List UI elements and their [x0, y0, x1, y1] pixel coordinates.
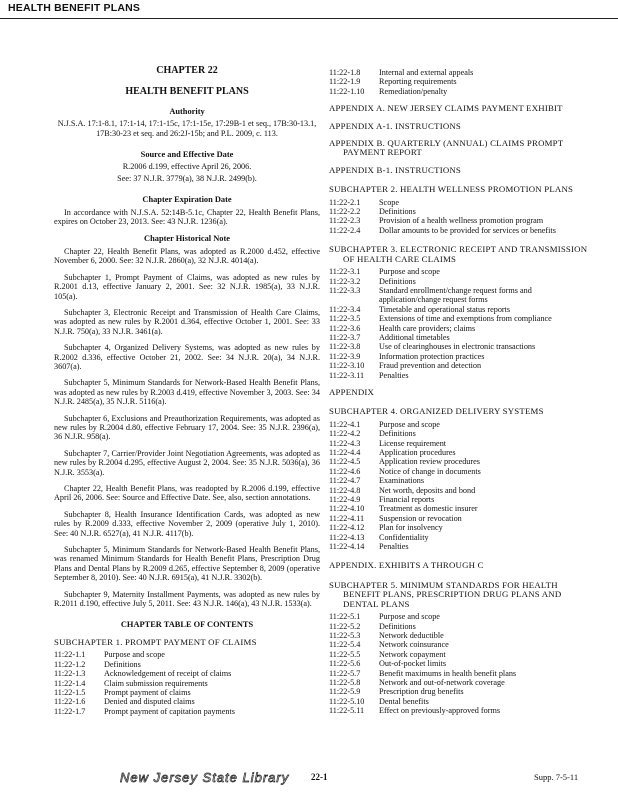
- section-title: Definitions: [379, 621, 416, 631]
- section-title: Definitions: [379, 207, 416, 217]
- toc-entry[interactable]: [329, 542, 591, 551]
- history-paragraph: Subchapter 3, Electronic Receipt and Transmission of Health Care Claims, was adopted as new rules by R.2001 d.364, effective October 1, 2001. See: 33 N.J.R. 750(a), 33 N.J.R. 3461(a).: [54, 307, 320, 336]
- subchapter-1-list-b: [329, 68, 591, 96]
- section-number: 11:22-1.8: [329, 68, 361, 77]
- subchapter-5-list: [329, 612, 591, 715]
- right-column: [329, 68, 591, 716]
- section-title: Internal and external appeals: [379, 68, 474, 77]
- history-notes: [54, 247, 320, 609]
- section-title: Health care providers; claims: [379, 323, 476, 333]
- toc-entry[interactable]: [329, 198, 591, 207]
- toc-entry[interactable]: [54, 688, 320, 697]
- appendix-b-1[interactable]: APPENDIX B-1. INSTRUCTIONS: [329, 164, 462, 175]
- toc-entry[interactable]: [54, 660, 320, 669]
- history-paragraph: Subchapter 8, Health Insurance Identification Cards, was adopted as new rules by R.2009 d.333, effective November 2, 2009 (operative July 1, 2010). See: 40 N.J.R. 6527(a), 41 N.J.R. 4117(b).: [54, 509, 320, 538]
- subchapter-3-heading: SUBCHAPTER 3. ELECTRONIC RECEIPT AND TRANSMISSION OF HEALTH CARE CLAIMS: [329, 244, 588, 264]
- toc-entry[interactable]: [329, 659, 591, 668]
- toc-entry[interactable]: [329, 706, 591, 715]
- toc-entry[interactable]: [54, 650, 320, 659]
- section-title: Definitions: [104, 659, 141, 669]
- section-title: Benefit maximums in health benefit plans: [379, 668, 517, 678]
- section-number: 11:22-4.8: [329, 485, 361, 495]
- toc-entry[interactable]: [329, 68, 591, 77]
- section-number: 11:22-5.1: [329, 612, 361, 622]
- section-number: 11:22-4.9: [329, 495, 361, 505]
- section-number: 11:22-5.11: [329, 706, 365, 716]
- toc-entry[interactable]: [329, 429, 591, 438]
- section-title: Prompt payment of claims: [104, 687, 191, 697]
- toc-entry[interactable]: [329, 631, 591, 640]
- section-title: Acknowledgement of receipt of claims: [104, 669, 232, 679]
- subchapter-3-list: [329, 267, 591, 380]
- section-title: Effect on previously-approved forms: [379, 706, 501, 716]
- section-number: 11:22-3.11: [329, 370, 365, 380]
- section-title: Additional timetables: [379, 332, 450, 342]
- section-title: Provision of a health wellness promotion program: [379, 216, 544, 226]
- section-title: Confidentiality: [379, 532, 429, 542]
- section-title: Denied and disputed claims: [104, 697, 195, 707]
- toc-entry[interactable]: [54, 669, 320, 678]
- section-title: Out-of-pocket limits: [379, 659, 447, 669]
- header-rule: [0, 18, 618, 19]
- section-number: 11:22-3.2: [329, 276, 361, 286]
- appendix-b[interactable]: APPENDIX B. QUARTERLY (ANNUAL) CLAIMS PROMPT PAYMENT REPORT: [329, 138, 564, 158]
- toc-entry[interactable]: [329, 533, 591, 542]
- running-head: HEALTH BENEFIT PLANS: [8, 2, 141, 14]
- section-title: Information protection practices: [379, 351, 485, 361]
- chapter-number: CHAPTER 22: [156, 65, 218, 76]
- toc-entry[interactable]: [329, 371, 591, 380]
- section-number: 11:22-4.5: [329, 457, 361, 467]
- toc-entry[interactable]: [329, 467, 591, 476]
- section-number: 11:22-5.7: [329, 668, 361, 678]
- section-number: 11:22-2.3: [329, 216, 361, 226]
- section-number: 11:22-4.14: [329, 542, 365, 552]
- subchapter-3-appendix[interactable]: APPENDIX: [329, 386, 375, 397]
- section-number: 11:22-1.10: [329, 86, 365, 96]
- toc-entry[interactable]: [329, 476, 591, 485]
- section-number: 11:22-5.5: [329, 649, 361, 659]
- section-title: Net worth, deposits and bond: [379, 485, 476, 495]
- page-number: 22-1: [311, 772, 328, 782]
- history-paragraph: Chapter 22, Health Benefit Plans, was adopted as R.2000 d.452, effective November 6, 2000. See: 32 N.J.R. 2860(a), 32 N.J.R. 4014(a).: [54, 246, 320, 266]
- history-paragraph: Subchapter 5, Minimum Standards for Network-Based Health Benefit Plans, was adopted as new rules by R.2003 d.419, effective November 3, 2003. See: 34 N.J.R. 2485(a), 35 N.J.R. 5116(a).: [54, 378, 320, 407]
- toc-entry[interactable]: [329, 669, 591, 678]
- toc-entry[interactable]: [329, 361, 591, 370]
- history-paragraph: Subchapter 6, Exclusions and Preauthorization Requirements, was adopted as new rules by R.2004 d.80, effective February 17, 2004. See: 35 N.J.R. 2396(a), 36 N.J.R. 958(a).: [54, 413, 320, 442]
- toc-entry[interactable]: [329, 697, 591, 706]
- section-number: 11:22-3.4: [329, 304, 361, 314]
- section-number: 11:22-1.1: [54, 650, 86, 660]
- section-number: 11:22-3.7: [329, 332, 361, 342]
- section-title: Purpose and scope: [379, 612, 440, 622]
- section-title: Purpose and scope: [379, 267, 440, 277]
- toc-entry[interactable]: [329, 622, 591, 631]
- section-number: 11:22-3.3: [329, 285, 361, 295]
- section-title: Network copayment: [379, 649, 446, 659]
- section-title: Fraud prevention and detection: [379, 361, 482, 371]
- section-title: Prescription drug benefits: [379, 687, 464, 697]
- section-number: 11:22-4.6: [329, 466, 361, 476]
- section-title: License requirement: [379, 438, 447, 448]
- section-number: 11:22-3.1: [329, 267, 361, 277]
- toc-entry[interactable]: [329, 207, 591, 216]
- toc-entry[interactable]: [329, 314, 591, 323]
- section-number: 11:22-5.8: [329, 677, 361, 687]
- section-number: 11:22-1.2: [54, 659, 86, 669]
- toc-entry[interactable]: [329, 495, 591, 504]
- section-title: Dollar amounts to be provided for services or benefits: [379, 225, 556, 235]
- subchapter-4-heading: SUBCHAPTER 4. ORGANIZED DELIVERY SYSTEMS: [329, 406, 544, 417]
- section-title: Remediation/penalty: [379, 86, 448, 96]
- section-number: 11:22-1.9: [329, 77, 361, 87]
- source-line-1: R.2006 d.199, effective April 26, 2006.: [122, 162, 252, 172]
- section-number: 11:22-4.10: [329, 504, 365, 514]
- history-paragraph: Subchapter 5, Minimum Standards for Network-Based Health Benefit Plans, was renamed Minimum Standards for Health Benefit Plans, Prescription Drug Plans and Dental Plans by R.2009 d.265, effective September 8, 2009 (operative September 8, 2010). See: 40 N.J.R. 6915(a), 41 N.J.R. 3302(b).: [54, 545, 320, 583]
- section-title: Use of clearinghouses in electronic transactions: [379, 342, 536, 352]
- section-title: Notice of change in documents: [379, 466, 481, 476]
- section-number: 11:22-4.7: [329, 476, 361, 486]
- toc-entry[interactable]: [54, 697, 320, 706]
- section-number: 11:22-5.2: [329, 621, 361, 631]
- toc-entry[interactable]: [329, 687, 591, 696]
- source-line-2: See: 37 N.J.R. 3779(a), 38 N.J.R. 2499(b).: [117, 173, 257, 183]
- subchapter-2-heading: SUBCHAPTER 2. HEALTH WELLNESS PROMOTION PLANS: [329, 184, 574, 195]
- section-title: Purpose and scope: [379, 419, 440, 429]
- section-title: Examinations: [379, 476, 425, 486]
- toc-entry[interactable]: [329, 612, 591, 621]
- toc-entry[interactable]: [329, 504, 591, 513]
- toc-entry[interactable]: [329, 77, 591, 86]
- toc-entry[interactable]: [329, 457, 591, 466]
- toc-entry[interactable]: [329, 226, 591, 235]
- section-number: 11:22-3.6: [329, 323, 361, 333]
- section-title: Dental benefits: [379, 696, 429, 706]
- toc-entry[interactable]: [329, 277, 591, 286]
- section-title: Network and out-of-network coverage: [379, 677, 505, 687]
- subchapter-1-list-a: [54, 650, 320, 716]
- section-title: Penalties: [379, 370, 409, 380]
- toc-entry[interactable]: [329, 352, 591, 361]
- toc-entry[interactable]: [329, 514, 591, 523]
- toc-entry[interactable]: [329, 420, 591, 429]
- section-title: Claim submission requirements: [104, 678, 208, 688]
- toc-entry[interactable]: [329, 305, 591, 314]
- section-title: Penalties: [379, 542, 409, 552]
- toc-entry[interactable]: [329, 267, 591, 276]
- section-number: 11:22-4.4: [329, 448, 361, 457]
- toc-entry[interactable]: [329, 486, 591, 495]
- toc-entry[interactable]: [329, 216, 591, 225]
- section-number: 11:22-1.4: [54, 678, 86, 688]
- subchapter-5-heading: SUBCHAPTER 5. MINIMUM STANDARDS FOR HEALTH BENEFIT PLANS, PRESCRIPTION DRUG PLANS AND DENTAL PLANS: [329, 579, 562, 609]
- section-title: Definitions: [379, 276, 416, 286]
- toc-entry[interactable]: [329, 286, 591, 305]
- section-title: Definitions: [379, 429, 416, 439]
- section-title: Timetable and operational status reports: [379, 304, 511, 314]
- section-number: 11:22-1.7: [54, 706, 86, 716]
- subchapter-2-list: [329, 198, 591, 236]
- authority-text: N.J.S.A. 17:1-8.1, 17:1-14, 17:1-15c, 17:1-15e, 17:29B-1 et seq., 17B:30-13.1, 17B:30-23 et seq. and 26:2J-15b; and P.L. 2009, c. 113.: [57, 119, 317, 138]
- toc-entry[interactable]: [329, 448, 591, 457]
- section-title: Plan for insolvency: [379, 523, 443, 533]
- source-heading: Source and Effective Date: [140, 150, 234, 160]
- section-title: Purpose and scope: [104, 650, 165, 660]
- toc-entry[interactable]: [329, 640, 591, 649]
- section-title: Standard enrollment/change request forms and application/change request forms: [379, 285, 532, 305]
- history-heading: Chapter Historical Note: [144, 234, 230, 244]
- subchapter-1-heading: SUBCHAPTER 1. PROMPT PAYMENT OF CLAIMS: [54, 636, 257, 647]
- section-title: Network coinsurance: [379, 640, 449, 650]
- toc-entry[interactable]: [329, 324, 591, 333]
- section-number: 11:22-3.8: [329, 342, 361, 352]
- expiration-heading: Chapter Expiration Date: [142, 195, 232, 205]
- section-title: Prompt payment of capitation payments: [104, 706, 235, 716]
- section-number: 11:22-2.2: [329, 207, 361, 217]
- section-title: Scope: [379, 197, 400, 207]
- section-number: 11:22-3.9: [329, 351, 361, 361]
- section-number: 11:22-2.1: [329, 197, 361, 207]
- section-title: Financial reports: [379, 495, 435, 505]
- section-number: 11:22-1.3: [54, 669, 86, 679]
- section-title: Treatment as domestic insurer: [379, 504, 478, 514]
- section-number: 11:22-5.10: [329, 696, 365, 706]
- toc-entry[interactable]: [329, 87, 591, 96]
- section-number: 11:22-5.6: [329, 659, 361, 669]
- toc-entry[interactable]: [329, 678, 591, 687]
- section-number: 11:22-4.3: [329, 438, 361, 448]
- toc-entry[interactable]: [329, 650, 591, 659]
- section-number: 11:22-5.3: [329, 630, 361, 640]
- section-number: 11:22-3.10: [329, 361, 365, 371]
- toc-entry[interactable]: [329, 439, 591, 448]
- section-number: 11:22-4.1: [329, 419, 361, 429]
- section-number: 11:22-1.6: [54, 697, 86, 707]
- section-number: 11:22-5.4: [329, 640, 361, 650]
- section-number: 11:22-3.5: [329, 314, 361, 324]
- section-number: 11:22-2.4: [329, 225, 361, 235]
- section-number: 11:22-4.11: [329, 513, 365, 523]
- section-number: 11:22-1.5: [54, 687, 86, 697]
- section-title: Application procedures: [379, 448, 456, 457]
- expiration-text: In accordance with N.J.S.A. 52:14B-5.1c, Chapter 22, Health Benefit Plans, expires on October 23, 2013. See: 43 N.J.R. 1236(a).: [54, 207, 320, 227]
- section-title: Network deductible: [379, 630, 444, 640]
- section-title: Suspension or revocation: [379, 513, 462, 523]
- section-title: Extensions of time and exemptions from compliance: [379, 314, 552, 324]
- section-number: 11:22-4.13: [329, 532, 365, 542]
- section-number: 11:22-4.12: [329, 523, 365, 533]
- section-title: Application review procedures: [379, 457, 480, 467]
- section-number: 11:22-4.2: [329, 429, 361, 439]
- appendix-a[interactable]: APPENDIX A. NEW JERSEY CLAIMS PAYMENT EXHIBIT: [329, 103, 563, 114]
- history-paragraph: Subchapter 7, Carrier/Provider Joint Negotiation Agreements, was adopted as new rules by R.2004 d.295, effective August 2, 2004. See: 35 N.J.R. 5036(a), 36 N.J.R. 3553(a).: [54, 448, 320, 477]
- toc-heading: CHAPTER TABLE OF CONTENTS: [120, 620, 254, 630]
- appendix-a-1[interactable]: APPENDIX A-1. INSTRUCTIONS: [329, 120, 462, 131]
- history-paragraph: Subchapter 1, Prompt Payment of Claims, was adopted as new rules by R.2001 d.13, effective January 2, 2001. See: 32 N.J.R. 1985(a), 33 N.J.R. 105(a).: [54, 272, 320, 301]
- subchapter-4-appendix[interactable]: APPENDIX. EXHIBITS A THROUGH C: [329, 560, 484, 571]
- subchapter-4-list: [329, 420, 591, 552]
- toc-entry[interactable]: [329, 523, 591, 532]
- left-column: [54, 62, 320, 716]
- toc-entry[interactable]: [54, 679, 320, 688]
- toc-entry[interactable]: [54, 707, 320, 716]
- history-paragraph: Subchapter 4, Organized Delivery Systems, was adopted as new rules by R.2002 d.336, effective October 21, 2002. See: 34 N.J.R. 20(a), 34 N.J.R. 3607(a).: [54, 343, 320, 371]
- toc-entry[interactable]: [329, 342, 591, 351]
- toc-entry[interactable]: [329, 333, 591, 342]
- section-title: Reporting requirements: [379, 77, 457, 87]
- history-paragraph: Subchapter 9, Maternity Installment Payments, was adopted as new rules by R.2011 d.190, effective July 5, 2011. See: 43 N.J.R. 146(a), 43 N.J.R. 1533(a).: [54, 589, 320, 609]
- section-number: 11:22-5.9: [329, 687, 361, 697]
- library-watermark: New Jersey State Library: [120, 770, 290, 785]
- supplement-date: Supp. 7-5-11: [534, 772, 579, 782]
- history-paragraph: Chapter 22, Health Benefit Plans, was readopted by R.2006 d.199, effective April 26, 2006. See: Source and Effective Date. See, also, section annotations.: [54, 484, 320, 503]
- chapter-title: HEALTH BENEFIT PLANS: [125, 86, 249, 98]
- authority-heading: Authority: [169, 106, 205, 116]
